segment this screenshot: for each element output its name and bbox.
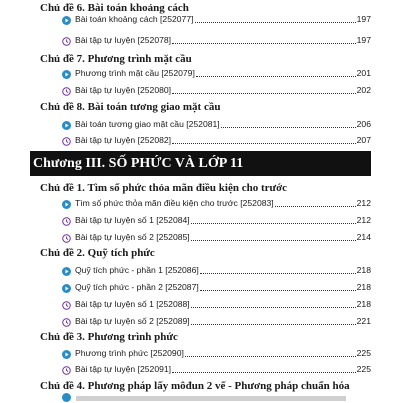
entry-page: 212 xyxy=(356,198,371,208)
entry-title: Bài tập tự luyện số 2 [252085] xyxy=(75,232,190,242)
play-icon xyxy=(62,121,71,130)
topic-heading: Chủ đề 6. Bài toán khoảng cách xyxy=(40,2,189,14)
toc-entry[interactable] xyxy=(62,363,371,377)
toc-entry[interactable] xyxy=(62,118,371,132)
toc-entry[interactable] xyxy=(62,231,371,245)
chapter-heading: Chương III. SỐ PHỨC VÀ LỚP 11 xyxy=(30,151,371,176)
leader-dots xyxy=(221,127,356,128)
entry-page: 201 xyxy=(356,68,371,78)
entry-page: 214 xyxy=(356,232,371,242)
toc-entry[interactable] xyxy=(62,214,371,228)
entry-title: Quỹ tích phức - phần 1 [252086] xyxy=(75,265,199,275)
entry-title: Bài toán khoảng cách [252077] xyxy=(75,14,194,24)
topic-heading: Chủ đề 7. Phương trình mặt cầu xyxy=(40,53,192,65)
clock-icon xyxy=(62,87,71,96)
leader-dots xyxy=(200,273,356,274)
toc-entry[interactable] xyxy=(62,67,371,81)
clock-icon xyxy=(62,37,71,46)
play-icon xyxy=(62,200,71,209)
toc-entry[interactable] xyxy=(62,34,371,48)
topic-heading: Chủ đề 4. Phương pháp lấy môđun 2 vế - Phương pháp chuẩn hóa xyxy=(40,380,350,392)
leader-dots xyxy=(191,240,356,241)
leader-dots xyxy=(196,76,356,77)
entry-title: Bài tập tự luyện [252078] xyxy=(75,35,172,45)
leader-dots xyxy=(191,223,356,224)
toc-entry[interactable] xyxy=(62,134,371,148)
topic-heading: Chủ đề 1. Tìm số phức thỏa mãn điều kiện cho trước xyxy=(40,182,288,194)
entry-page: 218 xyxy=(356,265,371,275)
play-icon xyxy=(62,70,71,79)
entry-title: Bài tập tự luyện [252091] xyxy=(75,364,172,374)
cut-off-text xyxy=(76,396,346,401)
entry-page: 197 xyxy=(356,35,371,45)
toc-entry[interactable] xyxy=(62,347,371,361)
entry-title: Phương trình mặt cầu [252079] xyxy=(75,68,195,78)
entry-title: Bài tập tự luyện số 2 [252089] xyxy=(75,316,190,326)
entry-page: 197 xyxy=(356,14,371,24)
entry-page: 225 xyxy=(356,364,371,374)
leader-dots xyxy=(172,93,356,94)
topic-heading: Chủ đề 2. Quỹ tích phức xyxy=(40,247,155,259)
entry-page: 218 xyxy=(356,299,371,309)
leader-dots xyxy=(200,290,356,291)
cut-off-entry xyxy=(62,393,352,403)
toc-entry[interactable] xyxy=(62,264,371,278)
clock-icon xyxy=(62,234,71,243)
play-icon xyxy=(62,393,71,402)
entry-title: Bài tập tự luyện [252082] xyxy=(75,135,172,145)
play-icon xyxy=(62,267,71,276)
entry-title: Bài toán tương giao mặt cầu [252081] xyxy=(75,119,220,129)
clock-icon xyxy=(62,366,71,375)
entry-title: Phương trình phức [252090] xyxy=(75,348,184,358)
entry-page: 206 xyxy=(356,119,371,129)
entry-page: 202 xyxy=(356,85,371,95)
toc-entry[interactable] xyxy=(62,315,371,329)
leader-dots xyxy=(185,356,356,357)
entry-page: 218 xyxy=(356,282,371,292)
toc-entry[interactable] xyxy=(62,197,371,211)
clock-icon xyxy=(62,217,71,226)
clock-icon xyxy=(62,137,71,146)
leader-dots xyxy=(195,22,356,23)
toc-entry[interactable] xyxy=(62,13,371,27)
leader-dots xyxy=(172,143,356,144)
play-icon xyxy=(62,350,71,359)
toc-entry[interactable] xyxy=(62,84,371,98)
entry-title: Quỹ tích phức - phần 2 [252087] xyxy=(75,282,199,292)
topic-heading: Chủ đề 8. Bài toán tương giao mặt cầu xyxy=(40,101,221,113)
entry-title: Bài tập tự luyện số 1 [252088] xyxy=(75,299,190,309)
entry-page: 225 xyxy=(356,348,371,358)
entry-title: Bài tập tự luyện [252080] xyxy=(75,85,172,95)
leader-dots xyxy=(191,324,356,325)
leader-dots xyxy=(275,206,356,207)
clock-icon xyxy=(62,301,71,310)
leader-dots xyxy=(172,372,356,373)
toc-entry[interactable] xyxy=(62,281,371,295)
entry-page: 207 xyxy=(356,135,371,145)
toc-entry[interactable] xyxy=(62,298,371,312)
entry-title: Tìm số phức thỏa mãn điều kiện cho trước [252083] xyxy=(75,198,274,208)
play-icon xyxy=(62,284,71,293)
clock-icon xyxy=(62,318,71,327)
leader-dots xyxy=(191,307,356,308)
entry-page: 212 xyxy=(356,215,371,225)
leader-dots xyxy=(172,43,356,44)
play-icon xyxy=(62,16,71,25)
entry-page: 221 xyxy=(356,316,371,326)
topic-heading: Chủ đề 3. Phương trình phức xyxy=(40,331,178,343)
entry-title: Bài tập tự luyện số 1 [252084] xyxy=(75,215,190,225)
